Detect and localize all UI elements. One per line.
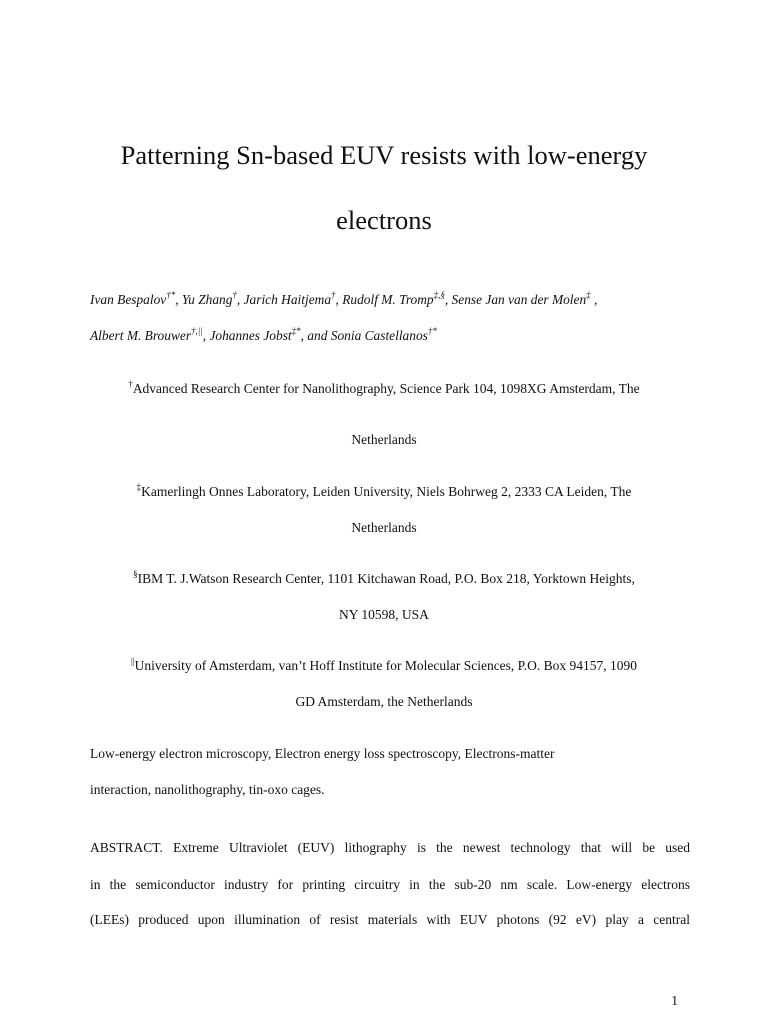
affiliation-mark: ‡ <box>136 482 142 492</box>
affiliation-uva-line-1 <box>80 658 688 674</box>
author-affiliation-mark: †,|| <box>191 326 203 336</box>
author-name: Ivan Bespalov <box>90 292 167 307</box>
author-affiliation-mark: ‡,§ <box>433 290 445 300</box>
affiliation-uva-line-2: GD Amsterdam, the Netherlands <box>295 694 473 709</box>
abstract-line-2: in the semiconductor industry for printing circuitry in the sub-20 nm scale. Low-energy electrons <box>90 877 690 892</box>
keywords-line-2: interaction, nanolithography, tin-oxo cages. <box>90 782 325 797</box>
affiliation-text: University of Amsterdam, van’t Hoff Institute for Molecular Sciences, P.O. Box 94157, 1090 <box>134 658 637 673</box>
affiliation-ibm-line-2: NY 10598, USA <box>339 607 429 622</box>
affiliation-text: Advanced Research Center for Nanolithography, Science Park 104, 1098XG Amsterdam, The <box>132 381 640 396</box>
page-number: 1 <box>671 993 678 1008</box>
affiliation-arcnl-line-2: Netherlands <box>351 432 417 447</box>
author-separator: , <box>590 292 598 307</box>
affiliation-mark: † <box>128 379 133 389</box>
affiliation-ibm-line-1 <box>80 571 688 587</box>
affiliation-leiden-line-1 <box>80 484 688 500</box>
affiliation-mark: § <box>133 569 138 579</box>
author-name: , Sense Jan van der Molen <box>444 292 587 307</box>
keywords-line-1: Low-energy electron microscopy, Electron energy loss spectroscopy, Electrons-matter <box>90 746 555 761</box>
author-name: , Johannes Jobst <box>202 328 292 343</box>
author-name: , and Sonia Castellanos <box>300 328 428 343</box>
author-name: , Jarich Haitjema <box>236 292 332 307</box>
author-name: Albert M. Brouwer <box>90 328 192 343</box>
paper-title-line-2: electrons <box>336 205 432 235</box>
authors-line-2 <box>90 328 690 344</box>
authors-line-1 <box>90 292 690 308</box>
paper-title-line-1: Patterning Sn-based EUV resists with low-energy <box>120 140 648 170</box>
affiliation-text: Kamerlingh Onnes Laboratory, Leiden University, Niels Bohrweg 2, 2333 CA Leiden, The <box>141 484 632 499</box>
affiliation-arcnl-line-1 <box>80 381 688 397</box>
author-affiliation-mark: †* <box>427 326 437 336</box>
abstract-line-1: ABSTRACT. Extreme Ultraviolet (EUV) lithography is the newest technology that will be used <box>90 840 690 855</box>
affiliation-leiden-line-2: Netherlands <box>351 520 417 535</box>
author-affiliation-mark: ‡ <box>586 290 591 300</box>
author-name: , Rudolf M. Tromp <box>335 292 434 307</box>
author-affiliation-mark: † <box>331 290 336 300</box>
author-affiliation-mark: ‡* <box>291 326 301 336</box>
author-name: , Yu Zhang <box>175 292 233 307</box>
author-affiliation-mark: † <box>232 290 237 300</box>
author-affiliation-mark: †* <box>166 290 176 300</box>
affiliation-mark: || <box>131 656 135 666</box>
abstract-line-3: (LEEs) produced upon illumination of resist materials with EUV photons (92 eV) play a central <box>90 912 690 927</box>
affiliation-text: IBM T. J.Watson Research Center, 1101 Kitchawan Road, P.O. Box 218, Yorktown Heights, <box>137 571 635 586</box>
